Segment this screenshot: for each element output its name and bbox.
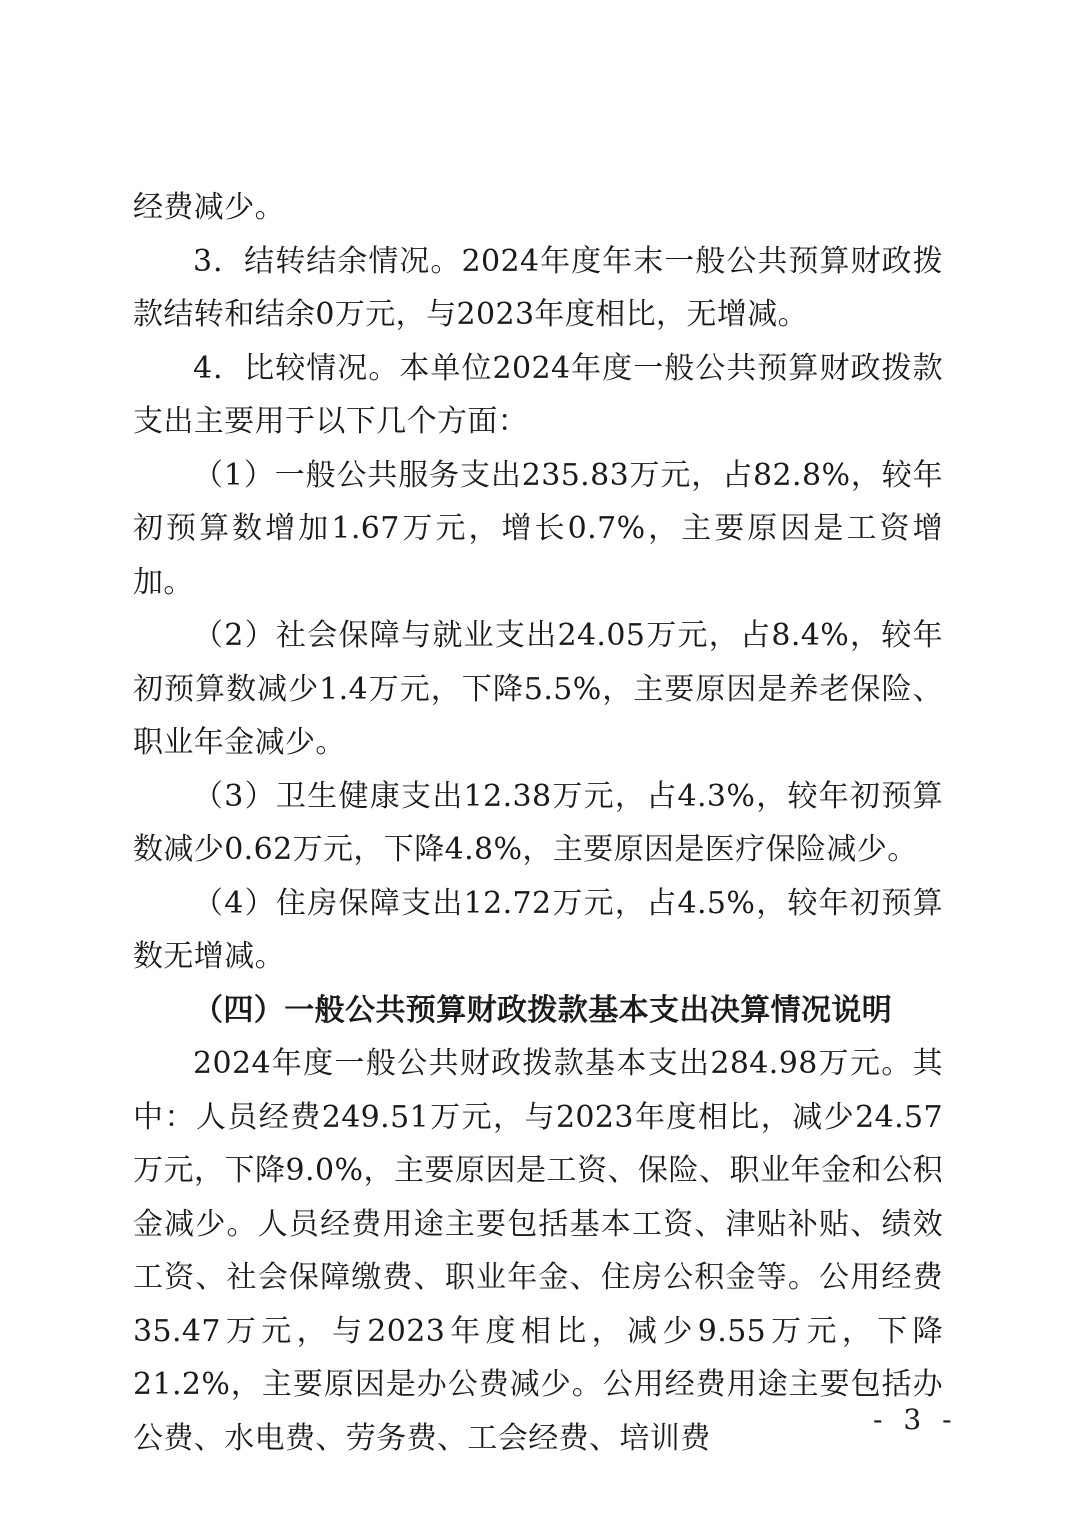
page-body [133,181,943,1465]
paragraph-health: （3）卫生健康支出12.38万元，占4.3%，较年初预算数减少0.62万元，下降4.8%，主要原因是医疗保险减少。 [133,778,943,867]
page-number: - 3 - [873,1403,958,1436]
section-heading-basic-expenditure: （四）一般公共预算财政拨款基本支出决算情况说明 [193,992,893,1028]
paragraph-social-security: （2）社会保障与就业支出24.05万元，占8.4%，较年初预算数减少1.4万元，下降5.5%，主要原因是养老保险、职业年金减少。 [133,618,943,760]
paragraph-continuation: 经费减少。 [133,190,285,225]
paragraph-housing: （4）住房保障支出12.72万元，占4.5%，较年初预算数无增减。 [133,885,943,974]
paragraph-comparison: 4．比较情况。本单位2024年度一般公共预算财政拨款支出主要用于以下几个方面： [133,350,943,439]
paragraph-general-public-services: （1）一般公共服务支出235.83万元，占82.8%，较年初预算数增加1.67万元，增长0.7%，主要原因是工资增加。 [133,457,943,600]
paragraph-carryover-balance: 3．结转结余情况。2024年度年末一般公共预算财政拨款结转和结余0万元，与2023年度相比，无增减。 [133,243,943,332]
paragraph-basic-expenditure: 2024年度一般公共财政拨款基本支出284.98万元。其中：人员经费249.51万元，与2023年度相比，减少24.57万元，下降9.0%，主要原因是工资、保险、职业年金和公积金减少。人员经费用途主要包括基本工资、津贴补贴、绩效工资、社会保障缴费、职业年金、住房公积金等。公用经费35.47万元，与2023年度相比，减少9.55万元，下降21.2%，主要原因是办公费减少。公用经费用途主要包括办公费、水电费、劳务费、工会经费、培训费 [133,1046,943,1456]
